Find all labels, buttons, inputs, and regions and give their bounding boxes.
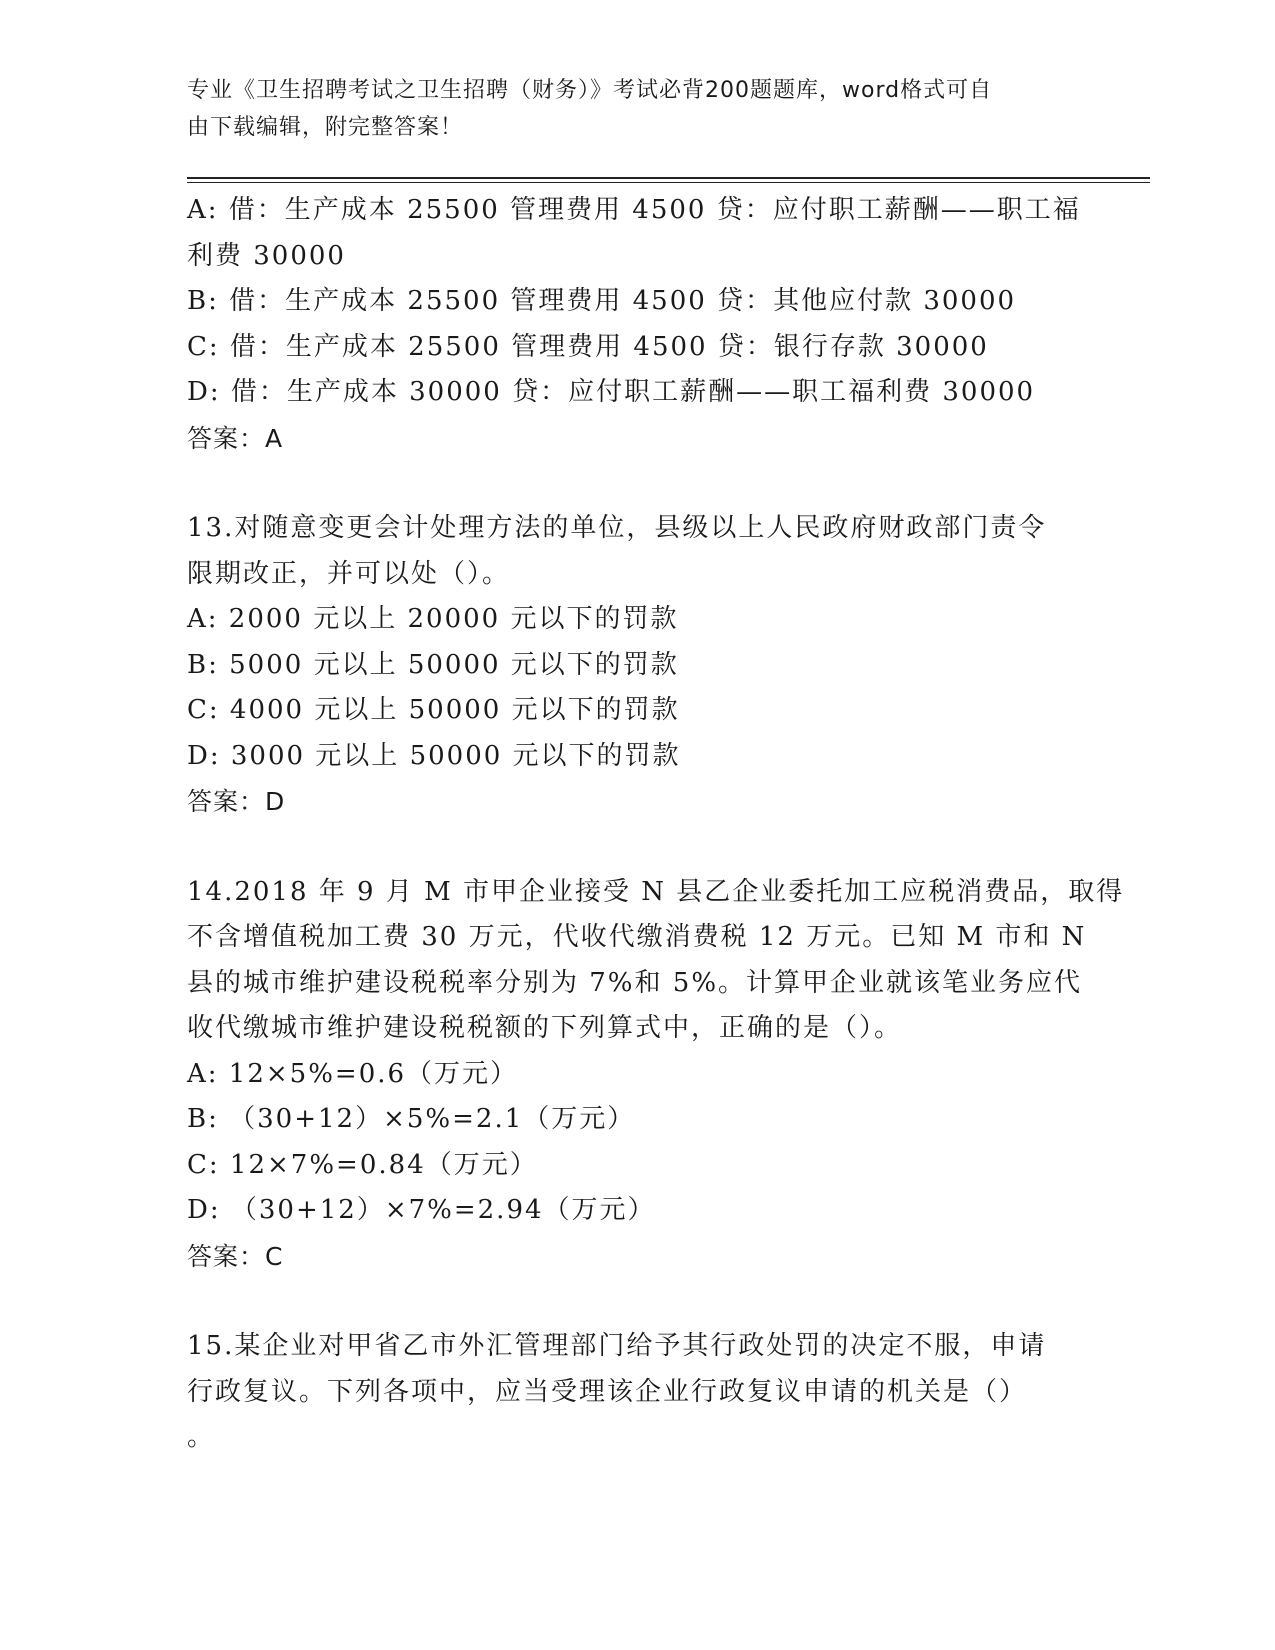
- document-header: [187, 72, 1067, 146]
- q12-option-a-line-2: 利费 30000: [187, 240, 346, 271]
- header-line-1: 专业《卫生招聘考试之卫生招聘（财务）》考试必背200题题库，word格式可自: [187, 78, 993, 103]
- q12-answer: 答案：A: [187, 423, 284, 453]
- header-divider-thin: [187, 182, 1150, 183]
- q12-option-a-line-1: A: 借：生产成本 25500 管理费用 4500 贷：应付职工薪酬——职工福: [187, 195, 1081, 225]
- q13-answer: 答案：D: [187, 787, 286, 816]
- q15-stem-line-2: 行政复议。下列各项中，应当受理该企业行政复议申请的机关是（）: [187, 1376, 1028, 1407]
- q13-stem-line-1: 13.对随意变更会计处理方法的单位，县级以上人民政府财政部门责令: [187, 513, 1047, 543]
- question-13: [187, 506, 1077, 825]
- question-12: [187, 188, 1081, 461]
- q12-option-d: D: 借：生产成本 30000 贷：应付职工薪酬——职工福利费 30000: [187, 377, 1036, 407]
- q13-option-d: D: 3000 元以上 50000 元以下的罚款: [187, 740, 681, 771]
- q15-stem-line-1: 15.某企业对甲省乙市外汇管理部门给予其行政处罚的决定不服，申请: [187, 1331, 1047, 1361]
- q13-option-c: C: 4000 元以上 50000 元以下的罚款: [187, 695, 680, 725]
- q14-option-c: C: 12×7%=0.84（万元）: [187, 1149, 538, 1180]
- q13-option-a: A: 2000 元以上 20000 元以下的罚款: [187, 604, 679, 634]
- q14-stem-line-1: 14.2018 年 9 月 M 市甲企业接受 N 县乙企业委托加工应税消费品，取得: [187, 876, 1125, 907]
- q13-option-b: B: 5000 元以上 50000 元以下的罚款: [187, 649, 679, 680]
- q13-stem-line-2: 限期改正，并可以处（）。: [187, 558, 511, 589]
- q14-stem-line-2: 不含增值税加工费 30 万元，代收代缴消费税 12 万元。已知 M 市和 N: [187, 922, 1087, 952]
- q14-stem-line-3: 县的城市维护建设税税率分别为 7%和 5%。计算甲企业就该笔业务应代: [187, 967, 1083, 998]
- header-line-2: 由下载编辑，附完整答案！: [187, 115, 464, 140]
- q14-option-b: B: （30+12）×5%=2.1（万元）: [187, 1104, 636, 1134]
- question-15: [187, 1324, 1077, 1461]
- q15-stem-line-3: 。: [187, 1422, 216, 1452]
- q14-option-a: A: 12×5%=0.6（万元）: [187, 1058, 519, 1089]
- header-divider-thick: [187, 177, 1150, 179]
- q12-option-b: B: 借：生产成本 25500 管理费用 4500 贷：其他应付款 30000: [187, 286, 1017, 316]
- question-14: [187, 870, 1125, 1280]
- q14-option-d: D: （30+12）×7%=2.94（万元）: [187, 1195, 656, 1225]
- q12-option-c: C: 借：生产成本 25500 管理费用 4500 贷：银行存款 30000: [187, 331, 989, 362]
- q14-answer: 答案：C: [187, 1241, 284, 1271]
- q14-stem-line-4: 收代缴城市维护建设税税额的下列算式中，正确的是（）。: [187, 1013, 903, 1043]
- question-content: [187, 188, 1125, 1461]
